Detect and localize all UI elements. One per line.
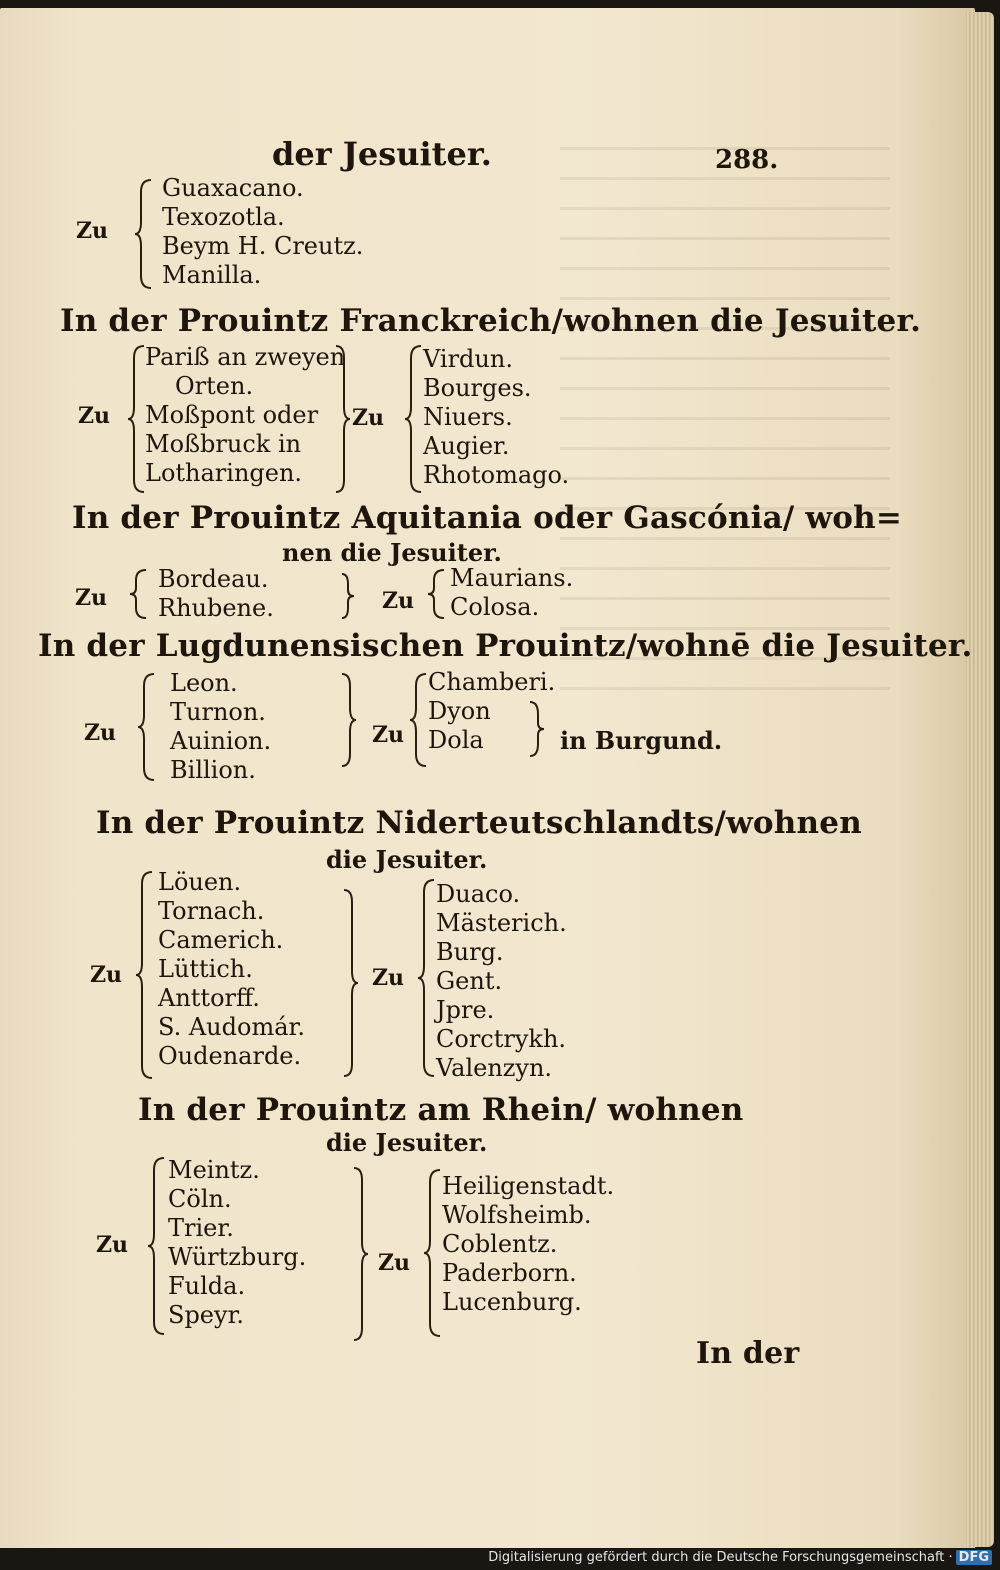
list-sec1-right bbox=[423, 345, 569, 490]
list-item: Mästerich. bbox=[436, 909, 567, 937]
zu-label: Zu bbox=[84, 720, 117, 746]
list-item: Moßpont oder bbox=[145, 401, 319, 429]
list-item: Moßbruck in bbox=[145, 430, 302, 458]
list-sec5-left bbox=[168, 1156, 306, 1330]
page-edge bbox=[966, 12, 994, 1547]
list-item: Cöln. bbox=[168, 1185, 232, 1213]
running-title: der Jesuiter. bbox=[272, 135, 492, 173]
list-item: Lucenburg. bbox=[442, 1288, 582, 1316]
list-sec4-left bbox=[158, 868, 305, 1071]
list-item: Beym H. Creutz. bbox=[162, 232, 364, 260]
list-item: Leon. bbox=[170, 669, 238, 697]
zu-label: Zu bbox=[382, 588, 415, 614]
list-item: Fulda. bbox=[168, 1272, 246, 1300]
list-item: Chamberi. bbox=[428, 668, 556, 696]
list-item: Würtzburg. bbox=[168, 1243, 307, 1271]
section-heading: In der Prouintz Franckreich/wohnen die Jesuiter. bbox=[60, 303, 922, 339]
list-sec4-right bbox=[436, 880, 567, 1083]
list-item: Gent. bbox=[436, 967, 503, 995]
brace bbox=[354, 1166, 370, 1342]
list-item: Wolfsheimb. bbox=[442, 1201, 592, 1229]
brace bbox=[424, 1168, 444, 1338]
list-item: Camerich. bbox=[158, 926, 284, 954]
list-item: Paderborn. bbox=[442, 1259, 577, 1287]
footer-bar bbox=[0, 1548, 1000, 1570]
zu-label: Zu bbox=[96, 1232, 129, 1258]
bleed-through bbox=[560, 130, 890, 690]
list-sec0 bbox=[162, 174, 363, 290]
brace bbox=[342, 672, 358, 768]
brace bbox=[135, 178, 155, 290]
zu-label: Zu bbox=[372, 965, 405, 991]
list-item: Dyon bbox=[428, 697, 491, 725]
zu-label: Zu bbox=[378, 1250, 411, 1276]
list-item: Bordeau. bbox=[158, 565, 269, 593]
list-item: Guaxacano. bbox=[162, 174, 304, 202]
brace bbox=[405, 344, 425, 494]
list-item: Orten. bbox=[175, 372, 254, 400]
list-item: Auinion. bbox=[170, 727, 272, 755]
list-item: S. Audomár. bbox=[158, 1013, 305, 1041]
list-item: Trier. bbox=[168, 1214, 234, 1242]
list-item: Dola bbox=[428, 726, 484, 754]
list-item: Jpre. bbox=[436, 996, 495, 1024]
list-item: Rhotomago. bbox=[423, 461, 570, 489]
place-note: in Burgund. bbox=[560, 726, 723, 755]
list-item: Manilla. bbox=[162, 261, 262, 289]
brace bbox=[336, 344, 352, 494]
zu-label: Zu bbox=[76, 218, 109, 244]
list-item: Virdun. bbox=[423, 345, 513, 373]
list-sec2-right bbox=[450, 564, 573, 622]
brace bbox=[530, 700, 550, 758]
list-item: Lüttich. bbox=[158, 955, 253, 983]
zu-label: Zu bbox=[75, 585, 108, 611]
page-number: 288. bbox=[715, 145, 779, 175]
section-heading-cont: die Jesuiter. bbox=[326, 845, 488, 874]
list-item: Maurians. bbox=[450, 564, 574, 592]
brace bbox=[342, 572, 358, 620]
list-item: Burg. bbox=[436, 938, 504, 966]
list-item: Texozotla. bbox=[162, 203, 285, 231]
list-sec5-right bbox=[442, 1172, 614, 1317]
list-item: Heiligenstadt. bbox=[442, 1172, 615, 1200]
list-item: Turnon. bbox=[170, 698, 266, 726]
brace bbox=[130, 568, 150, 620]
list-item: Tornach. bbox=[158, 897, 265, 925]
section-heading: In der Prouintz Aquitania oder Gascónia/ woh= bbox=[72, 500, 903, 536]
brace bbox=[344, 888, 360, 1078]
section-heading: In der Lugdunensischen Prouintz/wohnē die Jesuiter. bbox=[38, 628, 973, 664]
list-item: Corctrykh. bbox=[436, 1025, 567, 1053]
section-heading: In der Prouintz am Rhein/ wohnen bbox=[138, 1092, 744, 1128]
brace bbox=[138, 672, 158, 782]
list-item: Coblentz. bbox=[442, 1230, 558, 1258]
list-item: Oudenarde. bbox=[158, 1042, 302, 1070]
list-item: Niuers. bbox=[423, 403, 513, 431]
footer-credit bbox=[488, 1550, 992, 1565]
section-heading-cont: die Jesuiter. bbox=[326, 1128, 488, 1157]
dfg-logo: DFG bbox=[956, 1550, 992, 1565]
list-item: Meintz. bbox=[168, 1156, 260, 1184]
catchword: In der bbox=[696, 1336, 800, 1371]
brace bbox=[148, 1156, 168, 1336]
list-item: Bourges. bbox=[423, 374, 532, 402]
list-item: Pariß an zweyen bbox=[145, 343, 346, 371]
zu-label: Zu bbox=[352, 405, 385, 431]
list-item: Augier. bbox=[423, 432, 510, 460]
section-heading: In der Prouintz Niderteutschlandts/wohnen bbox=[96, 805, 862, 841]
list-item: Valenzyn. bbox=[436, 1054, 553, 1082]
brace bbox=[410, 672, 430, 768]
list-item: Anttorff. bbox=[158, 984, 260, 1012]
zu-label: Zu bbox=[78, 403, 111, 429]
brace bbox=[428, 568, 448, 620]
zu-label: Zu bbox=[372, 722, 405, 748]
section-heading-cont: nen die Jesuiter. bbox=[282, 538, 502, 567]
list-sec2-left bbox=[158, 565, 274, 623]
list-item: Billion. bbox=[170, 756, 256, 784]
zu-label: Zu bbox=[90, 962, 123, 988]
brace bbox=[418, 878, 438, 1078]
brace bbox=[136, 870, 156, 1080]
list-item: Speyr. bbox=[168, 1301, 245, 1329]
list-sec1-left bbox=[145, 343, 345, 488]
list-item: Colosa. bbox=[450, 593, 540, 621]
list-sec3-left bbox=[170, 669, 271, 785]
list-item: Duaco. bbox=[436, 880, 521, 908]
list-item: Lotharingen. bbox=[145, 459, 303, 487]
list-item: Rhubene. bbox=[158, 594, 274, 622]
list-item: Löuen. bbox=[158, 868, 242, 896]
footer-text: Digitalisierung gefördert durch die Deutsche Forschungsgemeinschaft · bbox=[488, 1550, 953, 1565]
